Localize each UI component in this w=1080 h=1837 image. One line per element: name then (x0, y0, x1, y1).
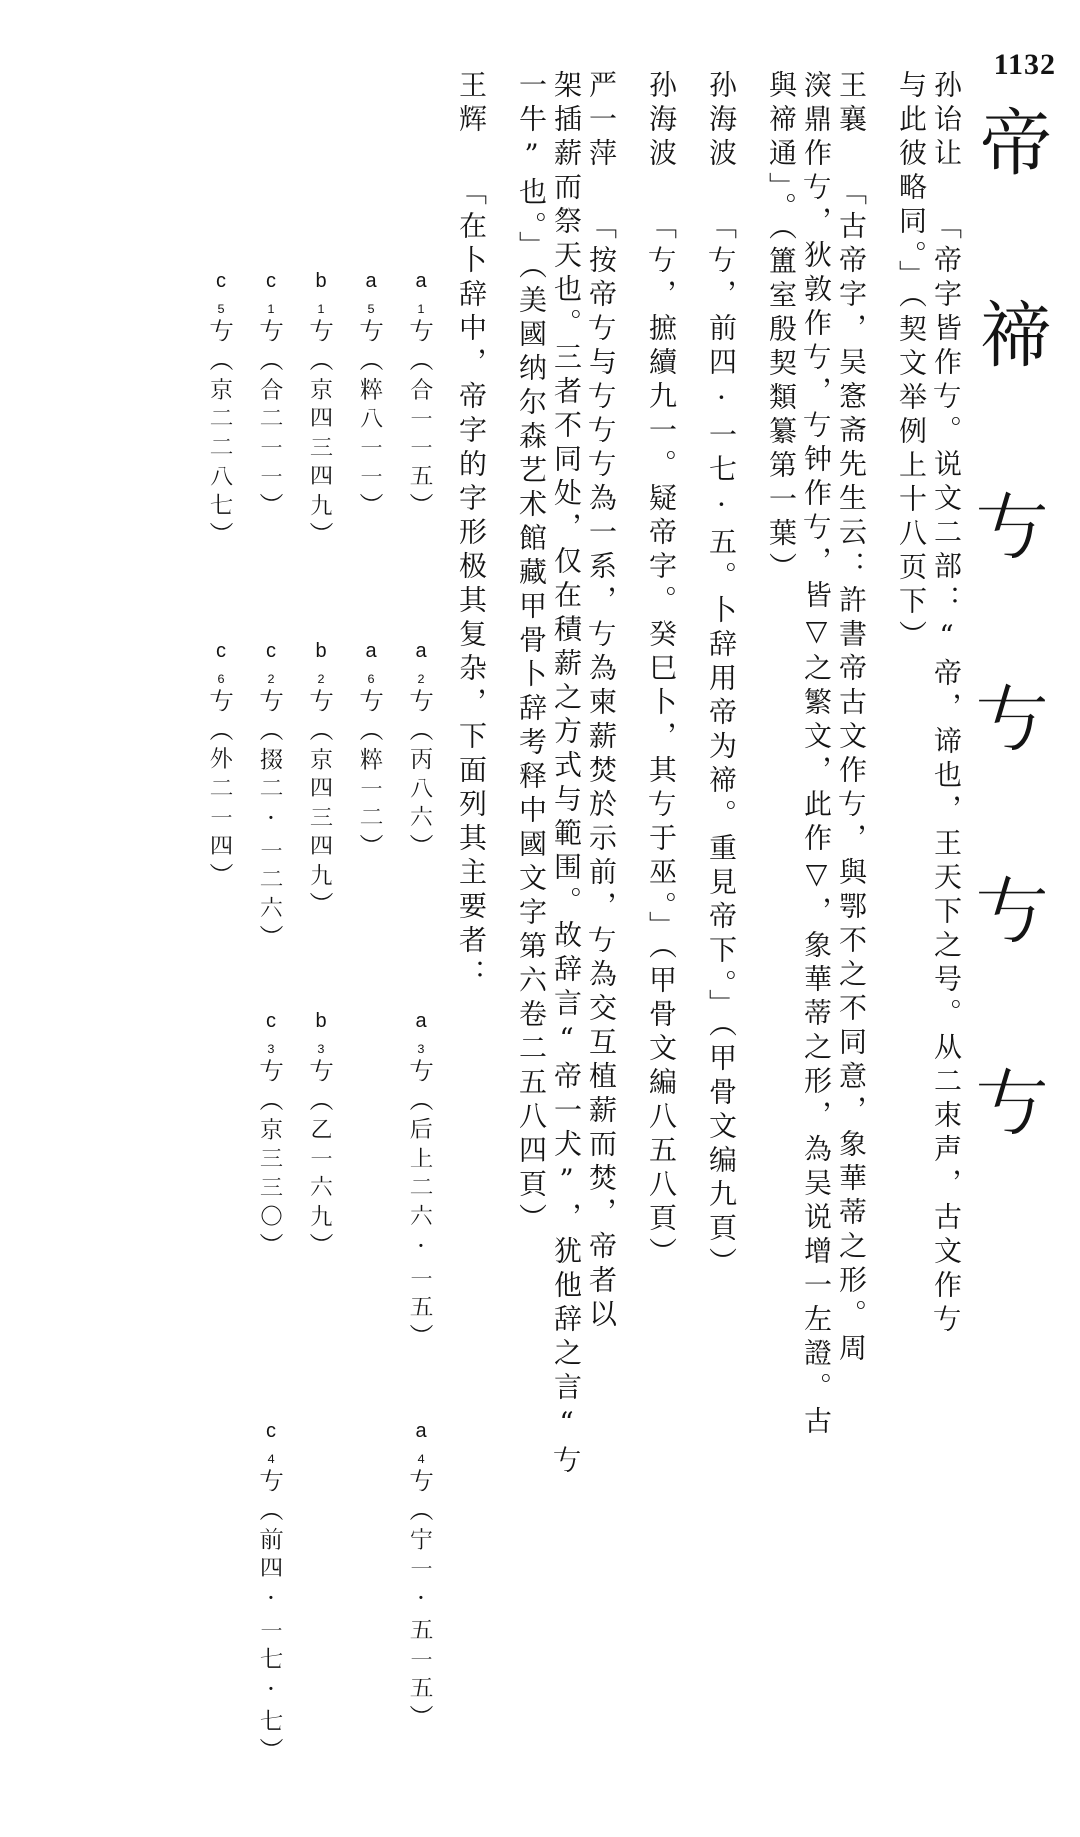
entry-2-line-1: 王襄 「古帝字，吴愙斋先生云：許書帝古文作𠀁，與鄂不之不同意，象華蒂之形。周 (835, 70, 868, 1367)
form-b2 (305, 640, 337, 920)
form-source: （后上二六·一五） (407, 1087, 435, 1352)
form-source: （京四三四九） (307, 717, 335, 920)
form-glyph: 𠀁 (207, 688, 235, 717)
form-glyph: 𠀁 (257, 318, 285, 347)
form-source: （合二一一） (257, 347, 285, 521)
form-a2 (405, 640, 437, 862)
form-b3 (305, 1010, 337, 1261)
entry-5-line-2: 架插薪而祭天也。三者不同处，仅在積薪之方式与範围。故辞言“帝一犬”，犹他辞之言“𠀁 (550, 70, 583, 1479)
entry-5-line-1: 严一萍 「按帝𠀁与𠀁𠀁𠀁為一系，𠀁為柬薪焚於示前，𠀁為交互植薪而焚，帝者以 (585, 70, 618, 1333)
form-source: （京二二八七） (207, 347, 235, 550)
form-glyph: 𠀁 (257, 1468, 285, 1497)
form-glyph: 𠀁 (307, 1058, 335, 1087)
form-glyph: 𠀁 (257, 688, 285, 717)
form-source: （丙八六） (407, 717, 435, 862)
form-label: c₃ (260, 1010, 282, 1058)
entry-5-line-3: 一牛”也。」（美國纳尔森艺术館藏甲骨卜辞考释中國文字第六卷二五八四頁） (515, 70, 548, 1237)
form-label: b₃ (310, 1010, 332, 1058)
form-label: c₆ (210, 640, 232, 688)
form-glyph: 𠀁 (407, 318, 435, 347)
form-c1 (255, 270, 287, 521)
form-label: a₄ (410, 1420, 432, 1468)
form-c3 (255, 1010, 287, 1261)
form-source: （乙一六九） (307, 1087, 335, 1261)
entry-1-line-1: 孙诒让 「帝字皆作𠀁。说文二部：“帝，谛也，王天下之号。从二朿声，古文作𠀁 (930, 70, 963, 1338)
form-source: （外二一四） (207, 717, 235, 891)
form-c6 (205, 640, 237, 891)
form-c5 (205, 270, 237, 550)
form-label: b₁ (310, 270, 332, 318)
form-glyph: 𠀁 (407, 1058, 435, 1087)
form-glyph: 𠀁 (307, 688, 335, 717)
form-glyph: 𠀁 (207, 318, 235, 347)
form-a3 (405, 1010, 437, 1352)
entry-1-line-2: 与此彼略同。」（契文举例上十八页下） (895, 70, 928, 654)
form-source: （粹八一一） (357, 347, 385, 521)
form-a6 (355, 640, 387, 862)
form-a1 (405, 270, 437, 521)
form-glyph: 𠀁 (307, 318, 335, 347)
form-label: a₂ (410, 640, 432, 688)
form-source: （前四·一七·七） (257, 1497, 285, 1766)
form-c4 (255, 1420, 287, 1766)
form-b1 (305, 270, 337, 550)
form-source: （粹一二） (357, 717, 385, 862)
form-glyph: 𠀁 (407, 688, 435, 717)
form-label: a₃ (410, 1010, 432, 1058)
form-label: c₂ (260, 640, 282, 688)
form-source: （合一一五） (407, 347, 435, 521)
form-label: c₄ (260, 1420, 282, 1468)
form-label: a₆ (360, 640, 382, 688)
form-label: c₁ (260, 270, 282, 318)
entry-2-line-2: 㴱鼎作𠀁，狄敦作𠀁，𠀁钟作𠀁，皆▽之繁文，此作▽，象華蒂之形，為吴说增一左證。古 (800, 70, 833, 1440)
form-source: （掇二·一二六） (257, 717, 285, 953)
entry-2-line-3: 與禘通」。（簠室殷契類纂第一葉） (765, 70, 798, 586)
form-source: （京三三〇） (257, 1087, 285, 1261)
form-source: （京四三四九） (307, 347, 335, 550)
form-source: （宁一·五一五） (407, 1497, 435, 1733)
entry-4-line-1: 孙海波 「𠀁，摭續九一。疑帝字。癸巳卜，其𠀁于巫。」（甲骨文編八五八頁） (645, 70, 678, 1271)
form-c2 (255, 640, 287, 953)
entry-3-line-1: 孙海波 「𠀁，前四·一七·五。卜辞用帝为禘。重見帝下。」（甲骨文编九頁） (705, 70, 738, 1281)
form-label: b₂ (310, 640, 332, 688)
form-a5 (355, 270, 387, 521)
form-glyph: 𠀁 (357, 688, 385, 717)
form-label: a₅ (360, 270, 382, 318)
headword: 帝 禘 𠀁 𠀁 𠀁 𠀁 (968, 105, 1052, 1155)
page-number: 1132 (993, 48, 1056, 81)
form-glyph: 𠀁 (407, 1468, 435, 1497)
form-label: a₁ (410, 270, 432, 318)
form-a4 (405, 1420, 437, 1733)
form-label: c₅ (210, 270, 232, 318)
form-glyph: 𠀁 (257, 1058, 285, 1087)
form-glyph: 𠀁 (357, 318, 385, 347)
entry-6-line-1: 王辉 「在卜辞中，帝字的字形极其复杂，下面列其主要者： (455, 70, 488, 993)
